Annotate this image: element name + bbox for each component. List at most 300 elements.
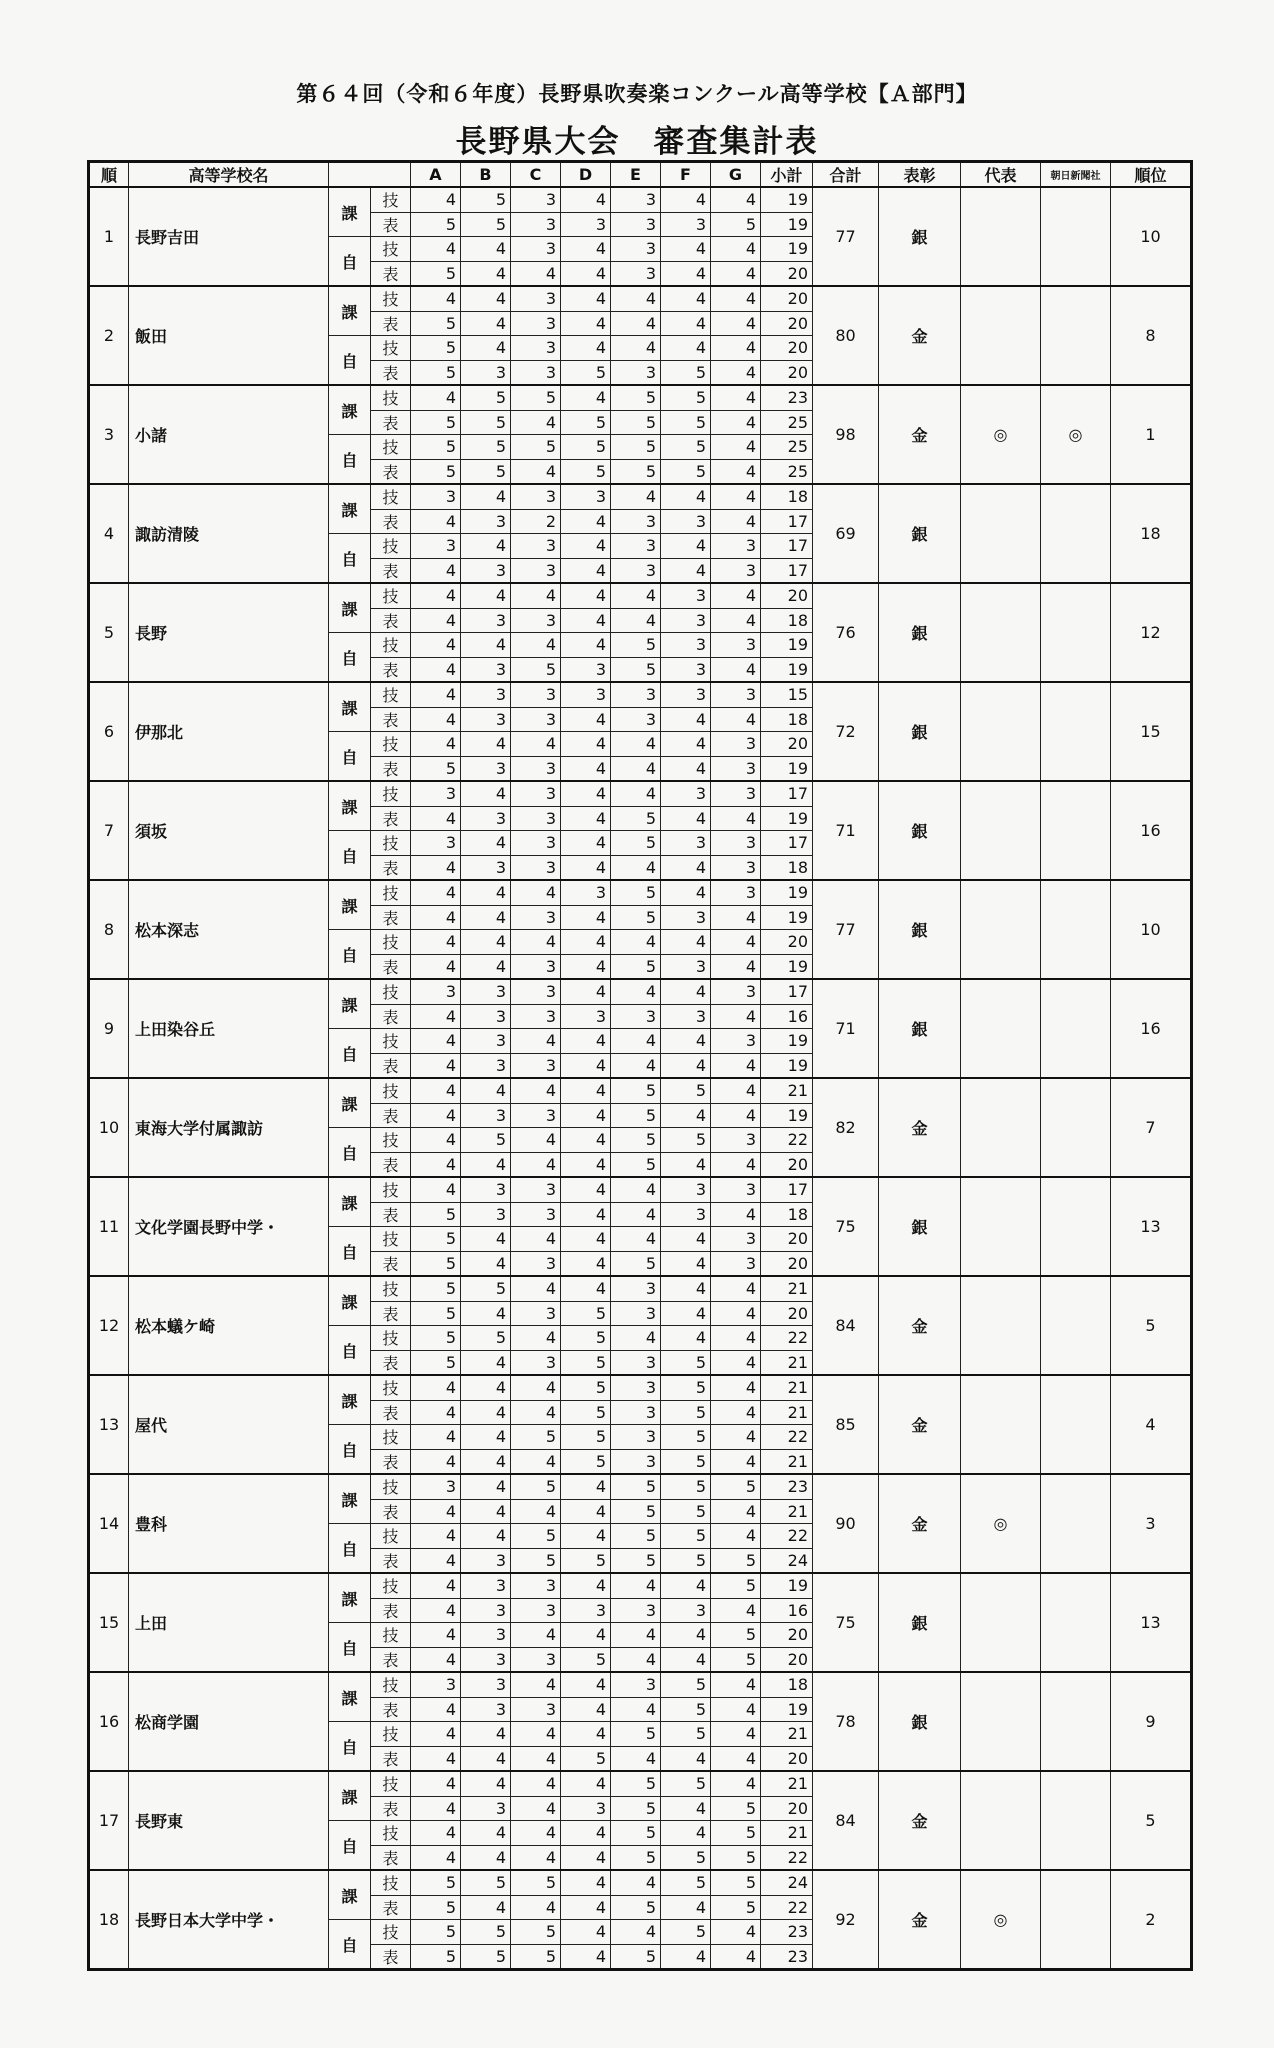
category-assigned: 課 <box>329 187 371 237</box>
category-assigned: 課 <box>329 1672 371 1722</box>
judge-score: 4 <box>561 1697 611 1722</box>
judge-score: 3 <box>511 806 561 831</box>
judge-score: 5 <box>661 1425 711 1450</box>
judge-score: 3 <box>711 1029 761 1054</box>
total-score: 71 <box>813 781 879 880</box>
school-name: 松本深志 <box>129 880 329 979</box>
subtotal: 20 <box>761 311 813 336</box>
judge-score: 3 <box>611 534 661 559</box>
asahi-mark: ◎ <box>1041 385 1111 484</box>
judge-score: 5 <box>611 1895 661 1920</box>
criterion-technique: 技 <box>371 831 411 856</box>
judge-score: 5 <box>561 1326 611 1351</box>
judge-score: 4 <box>561 707 611 732</box>
category-free: 自 <box>329 633 371 683</box>
header-school: 高等学校名 <box>129 162 329 188</box>
judge-score: 4 <box>461 781 511 806</box>
criterion-technique: 技 <box>371 979 411 1004</box>
award: 金 <box>879 1276 961 1375</box>
rank: 13 <box>1111 1177 1192 1276</box>
judge-score: 3 <box>561 657 611 682</box>
judge-score: 5 <box>711 1647 761 1672</box>
judge-score: 3 <box>461 1672 511 1697</box>
judge-score: 5 <box>461 187 511 212</box>
judge-score: 4 <box>411 905 461 930</box>
judge-score: 4 <box>561 1499 611 1524</box>
total-score: 92 <box>813 1870 879 1970</box>
judge-score: 4 <box>511 1895 561 1920</box>
table-row <box>89 979 1192 1004</box>
judge-score: 4 <box>711 1449 761 1474</box>
judge-score: 4 <box>561 1870 611 1895</box>
judge-score: 4 <box>511 1276 561 1301</box>
criterion-technique: 技 <box>371 1128 411 1153</box>
school-name: 小諸 <box>129 385 329 484</box>
criterion-expression: 表 <box>371 608 411 633</box>
judge-score: 5 <box>561 1425 611 1450</box>
header-judge: D <box>561 162 611 188</box>
judge-score: 4 <box>411 1177 461 1202</box>
judge-score: 3 <box>511 707 561 732</box>
judge-score: 4 <box>461 1078 511 1103</box>
judge-score: 4 <box>561 1920 611 1945</box>
asahi-mark <box>1041 1870 1111 1970</box>
criterion-technique: 技 <box>371 1870 411 1895</box>
judge-score: 3 <box>461 1053 511 1078</box>
subtotal: 19 <box>761 657 813 682</box>
judge-score: 4 <box>711 1326 761 1351</box>
representative-mark <box>961 1177 1041 1276</box>
judge-score: 4 <box>461 1350 511 1375</box>
judge-score: 4 <box>661 1746 711 1771</box>
judge-score: 3 <box>611 237 661 262</box>
rank: 10 <box>1111 187 1192 286</box>
judge-score: 4 <box>411 1598 461 1623</box>
award: 金 <box>879 385 961 484</box>
rank: 16 <box>1111 979 1192 1078</box>
judge-score: 5 <box>561 360 611 385</box>
table-row <box>89 1474 1192 1499</box>
judge-score: 4 <box>511 880 561 905</box>
judge-score: 3 <box>461 806 511 831</box>
judge-score: 4 <box>561 633 611 658</box>
judge-score: 5 <box>661 1548 711 1573</box>
table-row <box>89 583 1192 608</box>
judge-score: 4 <box>711 1499 761 1524</box>
judge-score: 5 <box>661 435 711 460</box>
judge-score: 4 <box>511 410 561 435</box>
judge-score: 4 <box>561 1029 611 1054</box>
criterion-technique: 技 <box>371 1425 411 1450</box>
criterion-expression: 表 <box>371 1400 411 1425</box>
category-free: 自 <box>329 831 371 881</box>
judge-score: 3 <box>711 1251 761 1276</box>
subtotal: 20 <box>761 1647 813 1672</box>
judge-score: 4 <box>561 583 611 608</box>
judge-score: 4 <box>611 756 661 781</box>
judge-score: 3 <box>511 1647 561 1672</box>
judge-score: 4 <box>711 1152 761 1177</box>
judge-score: 4 <box>661 1251 711 1276</box>
judge-score: 4 <box>561 1573 611 1598</box>
judge-score: 4 <box>461 1499 511 1524</box>
judge-score: 5 <box>711 212 761 237</box>
judge-score: 4 <box>461 1227 511 1252</box>
judge-score: 3 <box>611 1425 661 1450</box>
judge-score: 5 <box>661 1449 711 1474</box>
judge-score: 4 <box>511 1771 561 1796</box>
school-order: 12 <box>89 1276 129 1375</box>
judge-score: 4 <box>661 1326 711 1351</box>
judge-score: 5 <box>611 1548 661 1573</box>
judge-score: 3 <box>511 1177 561 1202</box>
judge-score: 5 <box>611 459 661 484</box>
judge-score: 4 <box>561 1152 611 1177</box>
category-free: 自 <box>329 732 371 782</box>
judge-score: 5 <box>611 410 661 435</box>
award: 銀 <box>879 1177 961 1276</box>
judge-score: 4 <box>461 633 511 658</box>
judge-score: 4 <box>511 1078 561 1103</box>
criterion-expression: 表 <box>371 905 411 930</box>
judge-score: 4 <box>461 583 511 608</box>
criterion-expression: 表 <box>371 212 411 237</box>
judge-score: 5 <box>461 385 511 410</box>
category-free: 自 <box>329 1029 371 1079</box>
school-order: 14 <box>89 1474 129 1573</box>
criterion-expression: 表 <box>371 1895 411 1920</box>
judge-score: 4 <box>711 608 761 633</box>
judge-score: 3 <box>711 831 761 856</box>
judge-score: 4 <box>611 979 661 1004</box>
judge-score: 5 <box>611 905 661 930</box>
judge-score: 3 <box>511 682 561 707</box>
judge-score: 3 <box>461 1548 511 1573</box>
judge-score: 4 <box>711 806 761 831</box>
subtotal: 21 <box>761 1078 813 1103</box>
subtotal: 22 <box>761 1845 813 1870</box>
judge-score: 4 <box>511 1029 561 1054</box>
category-assigned: 課 <box>329 1177 371 1227</box>
criterion-technique: 技 <box>371 583 411 608</box>
judge-score: 4 <box>661 1623 711 1648</box>
judge-score: 4 <box>611 311 661 336</box>
subtotal: 23 <box>761 385 813 410</box>
judge-score: 3 <box>511 1103 561 1128</box>
criterion-expression: 表 <box>371 1350 411 1375</box>
judge-score: 5 <box>611 1771 661 1796</box>
school-name: 松商学園 <box>129 1672 329 1771</box>
judge-score: 3 <box>511 187 561 212</box>
judge-score: 4 <box>711 954 761 979</box>
criterion-expression: 表 <box>371 1845 411 1870</box>
subtotal: 18 <box>761 707 813 732</box>
judge-score: 5 <box>711 1895 761 1920</box>
asahi-mark <box>1041 880 1111 979</box>
judge-score: 4 <box>561 1845 611 1870</box>
judge-score: 4 <box>411 880 461 905</box>
category-assigned: 課 <box>329 1375 371 1425</box>
judge-score: 4 <box>711 1400 761 1425</box>
representative-mark <box>961 1375 1041 1474</box>
judge-score: 4 <box>561 1227 611 1252</box>
school-name: 須坂 <box>129 781 329 880</box>
judge-score: 5 <box>411 1326 461 1351</box>
judge-score: 5 <box>561 1449 611 1474</box>
school-order: 8 <box>89 880 129 979</box>
category-assigned: 課 <box>329 484 371 534</box>
award: 金 <box>879 1474 961 1573</box>
judge-score: 4 <box>411 1796 461 1821</box>
criterion-technique: 技 <box>371 1524 411 1549</box>
subtotal: 21 <box>761 1499 813 1524</box>
judge-score: 4 <box>661 1895 711 1920</box>
judge-score: 4 <box>561 806 611 831</box>
criterion-expression: 表 <box>371 1004 411 1029</box>
judge-score: 5 <box>611 806 661 831</box>
subtotal: 19 <box>761 212 813 237</box>
school-name: 東海大学付属諏訪 <box>129 1078 329 1177</box>
judge-score: 4 <box>711 336 761 361</box>
subtotal: 24 <box>761 1870 813 1895</box>
judge-score: 4 <box>511 1672 561 1697</box>
judge-score: 3 <box>511 979 561 1004</box>
judge-score: 4 <box>711 583 761 608</box>
header-asahi: 朝日新聞社 <box>1041 162 1111 188</box>
school-name: 長野日本大学中学・ <box>129 1870 329 1970</box>
criterion-expression: 表 <box>371 1053 411 1078</box>
judge-score: 3 <box>561 1004 611 1029</box>
judge-score: 4 <box>561 1821 611 1846</box>
judge-score: 5 <box>611 954 661 979</box>
judge-score: 3 <box>661 608 711 633</box>
category-assigned: 課 <box>329 583 371 633</box>
judge-score: 5 <box>411 1301 461 1326</box>
table-row <box>89 1375 1192 1400</box>
judge-score: 3 <box>511 237 561 262</box>
judge-score: 3 <box>511 360 561 385</box>
school-order: 3 <box>89 385 129 484</box>
subtotal: 21 <box>761 1375 813 1400</box>
judge-score: 4 <box>661 930 711 955</box>
judge-score: 4 <box>461 880 511 905</box>
subtotal: 21 <box>761 1771 813 1796</box>
judge-score: 4 <box>511 1449 561 1474</box>
judge-score: 4 <box>411 1078 461 1103</box>
judge-score: 4 <box>711 905 761 930</box>
judge-score: 4 <box>661 1573 711 1598</box>
judge-score: 4 <box>661 1276 711 1301</box>
judge-score: 4 <box>611 1870 661 1895</box>
rank: 10 <box>1111 880 1192 979</box>
award: 銀 <box>879 187 961 286</box>
judge-score: 5 <box>411 1870 461 1895</box>
criterion-technique: 技 <box>371 1722 411 1747</box>
rank: 1 <box>1111 385 1192 484</box>
judge-score: 4 <box>411 608 461 633</box>
judge-score: 4 <box>411 558 461 583</box>
judge-score: 5 <box>711 1623 761 1648</box>
criterion-expression: 表 <box>371 459 411 484</box>
judge-score: 5 <box>411 261 461 286</box>
judge-score: 4 <box>411 633 461 658</box>
representative-mark <box>961 1573 1041 1672</box>
category-assigned: 課 <box>329 286 371 336</box>
judge-score: 4 <box>661 1796 711 1821</box>
judge-score: 5 <box>411 212 461 237</box>
criterion-expression: 表 <box>371 410 411 435</box>
school-order: 4 <box>89 484 129 583</box>
judge-score: 3 <box>711 979 761 1004</box>
total-score: 82 <box>813 1078 879 1177</box>
subtotal: 19 <box>761 1029 813 1054</box>
criterion-technique: 技 <box>371 1573 411 1598</box>
judge-score: 4 <box>711 1425 761 1450</box>
judge-score: 3 <box>511 212 561 237</box>
judge-score: 4 <box>611 1053 661 1078</box>
judge-score: 3 <box>711 1128 761 1153</box>
judge-score: 5 <box>511 1425 561 1450</box>
judge-score: 3 <box>511 336 561 361</box>
criterion-expression: 表 <box>371 1796 411 1821</box>
judge-score: 5 <box>661 1078 711 1103</box>
judge-score: 4 <box>461 1524 511 1549</box>
judge-score: 3 <box>661 509 711 534</box>
total-score: 75 <box>813 1177 879 1276</box>
criterion-technique: 技 <box>371 1623 411 1648</box>
header-representative: 代表 <box>961 162 1041 188</box>
judge-score: 4 <box>411 732 461 757</box>
criterion-expression: 表 <box>371 261 411 286</box>
judge-score: 5 <box>661 1920 711 1945</box>
table-row <box>89 1078 1192 1103</box>
judge-score: 4 <box>511 633 561 658</box>
subtotal: 19 <box>761 954 813 979</box>
judge-score: 3 <box>611 360 661 385</box>
representative-mark <box>961 781 1041 880</box>
total-score: 77 <box>813 880 879 979</box>
award: 銀 <box>879 1672 961 1771</box>
judge-score: 4 <box>561 930 611 955</box>
judge-score: 4 <box>711 1078 761 1103</box>
judge-score: 3 <box>461 509 511 534</box>
school-name: 長野吉田 <box>129 187 329 286</box>
judge-score: 3 <box>511 954 561 979</box>
judge-score: 4 <box>561 385 611 410</box>
judge-score: 4 <box>661 1103 711 1128</box>
school-name: 上田染谷丘 <box>129 979 329 1078</box>
subtotal: 21 <box>761 1400 813 1425</box>
criterion-technique: 技 <box>371 1672 411 1697</box>
judge-score: 4 <box>511 1375 561 1400</box>
total-score: 84 <box>813 1276 879 1375</box>
judge-score: 5 <box>711 1573 761 1598</box>
judge-score: 5 <box>611 1251 661 1276</box>
judge-score: 4 <box>561 286 611 311</box>
judge-score: 4 <box>511 732 561 757</box>
judge-score: 4 <box>611 1326 661 1351</box>
judge-score: 4 <box>561 534 611 559</box>
judge-score: 3 <box>511 1251 561 1276</box>
criterion-expression: 表 <box>371 1251 411 1276</box>
school-name: 豊科 <box>129 1474 329 1573</box>
rank: 15 <box>1111 682 1192 781</box>
criterion-technique: 技 <box>371 682 411 707</box>
judge-score: 4 <box>711 657 761 682</box>
judge-score: 4 <box>611 781 661 806</box>
judge-score: 4 <box>411 930 461 955</box>
judge-score: 5 <box>711 1548 761 1573</box>
judge-score: 4 <box>511 1845 561 1870</box>
judge-score: 4 <box>711 410 761 435</box>
judge-score: 5 <box>611 1944 661 1970</box>
judge-score: 4 <box>561 781 611 806</box>
criterion-technique: 技 <box>371 534 411 559</box>
subtotal: 20 <box>761 732 813 757</box>
header-judge: C <box>511 162 561 188</box>
judge-score: 4 <box>611 1573 661 1598</box>
subtotal: 20 <box>761 1227 813 1252</box>
judge-score: 4 <box>661 1944 711 1970</box>
judge-score: 5 <box>711 1821 761 1846</box>
judge-score: 5 <box>411 336 461 361</box>
judge-score: 3 <box>611 558 661 583</box>
category-assigned: 課 <box>329 1771 371 1821</box>
judge-score: 4 <box>411 1746 461 1771</box>
judge-score: 3 <box>561 1598 611 1623</box>
judge-score: 3 <box>711 732 761 757</box>
category-free: 自 <box>329 1227 371 1277</box>
judge-score: 4 <box>411 1722 461 1747</box>
judge-score: 4 <box>661 880 711 905</box>
judge-score: 4 <box>711 1697 761 1722</box>
subtotal: 20 <box>761 1251 813 1276</box>
judge-score: 4 <box>661 806 711 831</box>
judge-score: 3 <box>711 558 761 583</box>
judge-score: 4 <box>411 385 461 410</box>
judge-score: 4 <box>411 1573 461 1598</box>
judge-score: 4 <box>711 1598 761 1623</box>
judge-score: 5 <box>711 1870 761 1895</box>
subtotal: 20 <box>761 930 813 955</box>
judge-score: 3 <box>711 880 761 905</box>
criterion-expression: 表 <box>371 1152 411 1177</box>
judge-score: 3 <box>661 212 711 237</box>
judge-score: 4 <box>411 682 461 707</box>
criterion-technique: 技 <box>371 1771 411 1796</box>
judge-score: 4 <box>661 286 711 311</box>
header-subtotal: 小計 <box>761 162 813 188</box>
judge-score: 3 <box>711 1227 761 1252</box>
judge-score: 3 <box>511 1598 561 1623</box>
criterion-technique: 技 <box>371 1078 411 1103</box>
judge-score: 5 <box>561 410 611 435</box>
judge-score: 3 <box>461 1623 511 1648</box>
judge-score: 4 <box>461 1771 511 1796</box>
judge-score: 5 <box>611 1103 661 1128</box>
subtotal: 18 <box>761 1672 813 1697</box>
judge-score: 4 <box>411 509 461 534</box>
judge-score: 4 <box>511 1796 561 1821</box>
judge-score: 4 <box>411 1425 461 1450</box>
judge-score: 3 <box>661 583 711 608</box>
judge-score: 3 <box>611 1004 661 1029</box>
judge-score: 4 <box>411 1128 461 1153</box>
criterion-expression: 表 <box>371 1746 411 1771</box>
judge-score: 4 <box>461 1251 511 1276</box>
rank: 12 <box>1111 583 1192 682</box>
total-score: 84 <box>813 1771 879 1870</box>
